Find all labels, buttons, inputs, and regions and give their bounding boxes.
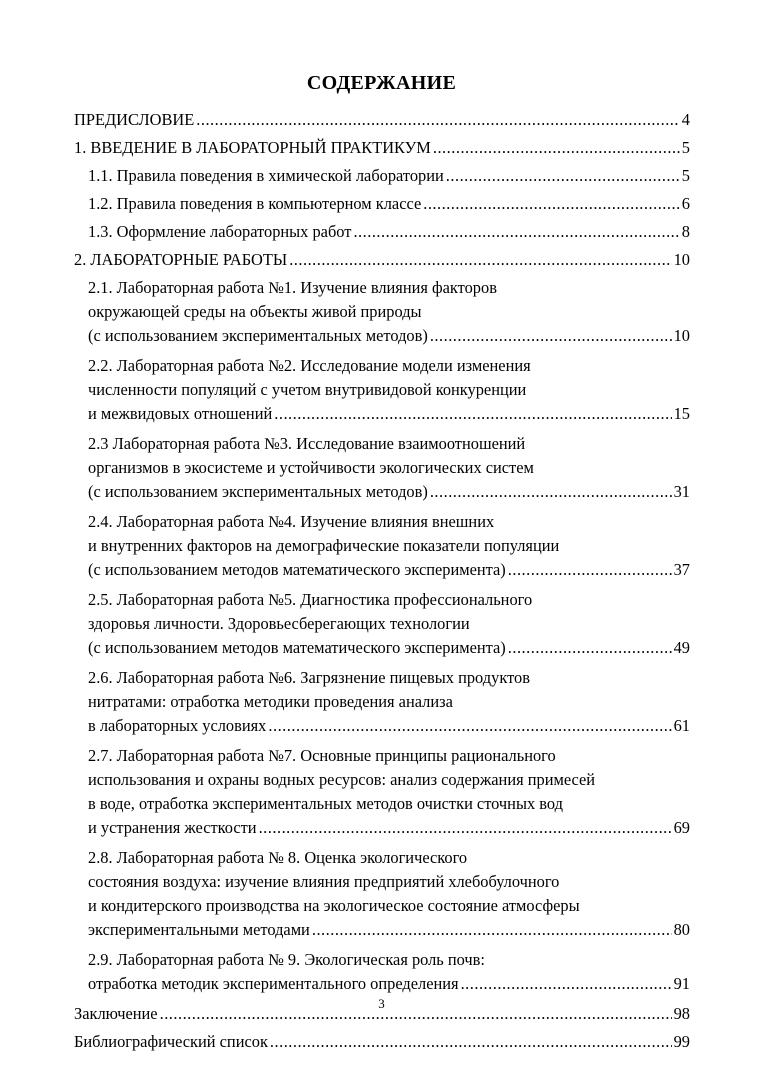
- toc-entry-page: 61: [673, 716, 690, 735]
- toc-entry: [74, 588, 690, 660]
- toc-entry-page: 91: [673, 974, 690, 993]
- toc-entry-last-line: [74, 108, 690, 132]
- toc-entry: [74, 666, 690, 738]
- toc-entry-last-line: [74, 136, 690, 160]
- toc-entry-line: экспериментальными методами: [88, 920, 310, 939]
- dot-leader: [289, 248, 671, 272]
- dot-leader: [259, 816, 672, 840]
- dot-leader: [433, 136, 680, 160]
- toc-entry-last-line: [88, 324, 690, 348]
- toc-entry-last-line: [88, 918, 690, 942]
- dot-leader: [508, 558, 672, 582]
- toc-entry-line: (с использованием методов математического эксперимента): [88, 560, 506, 579]
- table-of-contents: [74, 108, 690, 1058]
- toc-entry-line: 1.3. Оформление лабораторных работ: [88, 222, 352, 241]
- toc-entry-page: 49: [673, 638, 690, 657]
- toc-entry-line: и кондитерского производства на экологическое состояние атмосферы: [88, 896, 580, 915]
- toc-entry: [74, 192, 690, 216]
- toc-entry-line: 1. ВВЕДЕНИЕ В ЛАБОРАТОРНЫЙ ПРАКТИКУМ: [74, 138, 431, 157]
- toc-entry-line: отработка методик экспериментального определения: [88, 974, 459, 993]
- toc-entry-line: в воде, отработка экспериментальных методов очистки сточных вод: [88, 794, 563, 813]
- dot-leader: [423, 192, 680, 216]
- toc-entry: [74, 220, 690, 244]
- dot-leader: [461, 972, 672, 996]
- dot-leader: [353, 220, 679, 244]
- toc-entry: [74, 248, 690, 272]
- toc-entry-page: 15: [673, 404, 690, 423]
- toc-entry-last-line: [88, 816, 690, 840]
- toc-entry-line: (с использованием методов математического эксперимента): [88, 638, 506, 657]
- toc-entry-page: 5: [681, 138, 690, 157]
- toc-entry-line: использования и охраны водных ресурсов: анализ содержания примесей: [88, 770, 596, 789]
- toc-entry-line: 2.7. Лабораторная работа №7. Основные принципы рационального: [88, 746, 556, 765]
- toc-entry-line: и межвидовых отношений: [88, 404, 273, 423]
- toc-entry-last-line: [88, 636, 690, 660]
- page-title: СОДЕРЖАНИЕ: [306, 72, 457, 94]
- toc-entry-page: 10: [673, 250, 690, 269]
- toc-entry: [74, 136, 690, 160]
- toc-entry: [74, 108, 690, 132]
- toc-entry-last-line: [74, 248, 690, 272]
- toc-entry-line: 2.9. Лабораторная работа № 9. Экологическая роль почв:: [88, 950, 485, 969]
- toc-entry-line: 2. ЛАБОРАТОРНЫЕ РАБОТЫ: [74, 250, 288, 269]
- toc-entry-line: организмов в экосистеме и устойчивости экологических систем: [88, 458, 534, 477]
- page-number: 3: [378, 996, 385, 1011]
- toc-entry-page: 69: [673, 818, 690, 837]
- toc-entry-page: 4: [681, 110, 690, 129]
- toc-entry-line: Заключение: [74, 1004, 158, 1023]
- toc-entry: [74, 276, 690, 348]
- toc-entry-line: ПРЕДИСЛОВИЕ: [74, 110, 195, 129]
- toc-entry-page: 98: [673, 1004, 690, 1023]
- toc-entry-line: и устранения жесткости: [88, 818, 257, 837]
- toc-entry: [74, 510, 690, 582]
- toc-entry-page: 5: [681, 166, 690, 185]
- toc-entry-line: 1.2. Правила поведения в компьютерном классе: [88, 194, 422, 213]
- toc-entry: [74, 164, 690, 188]
- dot-leader: [446, 164, 680, 188]
- dot-leader: [430, 324, 672, 348]
- toc-entry: [74, 846, 690, 942]
- toc-entry-line: 2.8. Лабораторная работа № 8. Оценка экологического: [88, 848, 468, 867]
- toc-entry-line: 2.3 Лабораторная работа №3. Исследование взаимоотношений: [88, 434, 526, 453]
- toc-entry-last-line: [88, 164, 690, 188]
- toc-entry-last-line: [88, 220, 690, 244]
- toc-entry-last-line: [88, 714, 690, 738]
- toc-entry-last-line: [88, 558, 690, 582]
- toc-entry-page: 10: [673, 326, 690, 345]
- toc-entry: [74, 432, 690, 504]
- toc-entry: [74, 354, 690, 426]
- toc-entry-line: 2.6. Лабораторная работа №6. Загрязнение пищевых продуктов: [88, 668, 530, 687]
- toc-entry-last-line: [88, 402, 690, 426]
- toc-entry-line: 2.2. Лабораторная работа №2. Исследование модели изменения: [88, 356, 531, 375]
- toc-entry-line: (с использованием экспериментальных методов): [88, 326, 428, 345]
- dot-leader: [312, 918, 672, 942]
- dot-leader: [268, 714, 671, 738]
- dot-leader: [196, 108, 680, 132]
- toc-entry: [74, 1030, 690, 1054]
- toc-entry-last-line: [88, 480, 690, 504]
- toc-entry: [74, 744, 690, 840]
- toc-entry-page: 99: [673, 1032, 690, 1051]
- toc-entry-line: 2.5. Лабораторная работа №5. Диагностика профессионального: [88, 590, 533, 609]
- dot-leader: [274, 402, 671, 426]
- toc-entry-line: в лабораторных условиях: [88, 716, 267, 735]
- toc-entry-line: состояния воздуха: изучение влияния предприятий хлебобулочного: [88, 872, 560, 891]
- toc-entry-line: здоровья личности. Здоровьесберегающих технологии: [88, 614, 470, 633]
- toc-entry-page: 80: [673, 920, 690, 939]
- toc-entry-line: численности популяций с учетом внутривидовой конкуренции: [88, 380, 527, 399]
- toc-entry-line: (с использованием экспериментальных методов): [88, 482, 428, 501]
- dot-leader: [508, 636, 672, 660]
- toc-entry-last-line: [74, 1030, 690, 1054]
- toc-entry-line: окружающей среды на объекты живой природы: [88, 302, 422, 321]
- toc-entry-page: 37: [673, 560, 690, 579]
- toc-entry-line: и внутренних факторов на демографические показатели популяции: [88, 536, 560, 555]
- toc-entry-page: 6: [681, 194, 690, 213]
- toc-entry-last-line: [88, 192, 690, 216]
- toc-entry-line: 2.1. Лабораторная работа №1. Изучение влияния факторов: [88, 278, 497, 297]
- dot-leader: [270, 1030, 672, 1054]
- toc-entry-line: 2.4. Лабораторная работа №4. Изучение влияния внешних: [88, 512, 495, 531]
- toc-entry-page: 8: [681, 222, 690, 241]
- toc-entry-line: Библиографический список: [74, 1032, 268, 1051]
- toc-entry-page: 31: [673, 482, 690, 501]
- toc-entry-line: нитратами: отработка методики проведения анализа: [88, 692, 453, 711]
- toc-entry: [74, 948, 690, 996]
- toc-entry-line: 1.1. Правила поведения в химической лаборатории: [88, 166, 444, 185]
- dot-leader: [430, 480, 672, 504]
- toc-entry-last-line: [88, 972, 690, 996]
